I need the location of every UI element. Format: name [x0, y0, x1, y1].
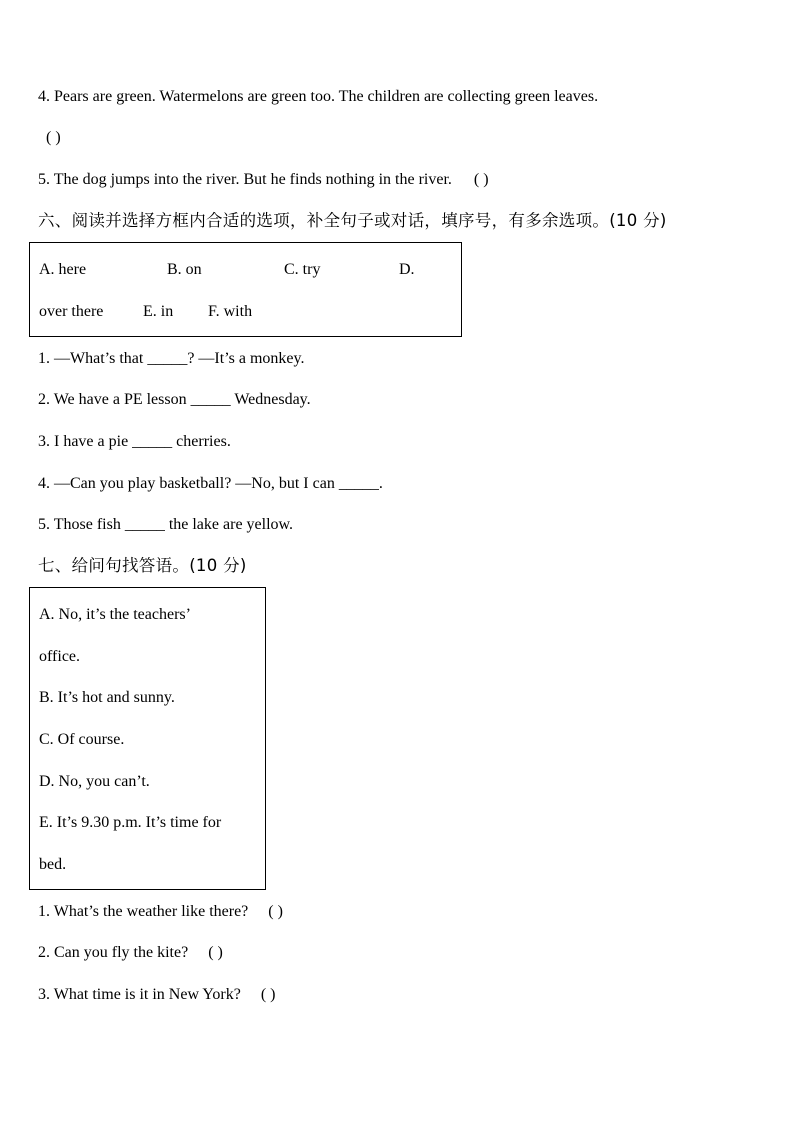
option-b: B. on — [167, 261, 202, 278]
answer-paren: ( ) — [260, 986, 276, 1003]
section-heading: 七、给问句找答语。(10 分) — [38, 556, 247, 575]
question-row — [38, 901, 283, 923]
answer-a-cont: office. — [39, 648, 81, 665]
option-f: F. with — [208, 303, 253, 320]
option-c: C. try — [284, 261, 321, 278]
question-row — [38, 169, 489, 191]
question-row — [38, 942, 223, 964]
option-d-text: over there — [39, 303, 104, 320]
question-text: 2. Can you fly the kite? — [38, 944, 189, 961]
question-text: 2. We have a PE lesson _____ Wednesday. — [38, 391, 311, 408]
question-text: 5. The dog jumps into the river. But he finds nothing in the river. — [38, 171, 452, 188]
question-text: 3. What time is it in New York? — [38, 986, 241, 1003]
answer-d: D. No, you can’t. — [39, 773, 150, 790]
answer-e: E. It’s 9.30 p.m. It’s time for — [39, 814, 222, 831]
answers-box — [29, 587, 266, 890]
question-text: 3. I have a pie _____ cherries. — [38, 433, 231, 450]
answer-b: B. It’s hot and sunny. — [39, 689, 175, 706]
answer-paren: ( ) — [46, 129, 61, 146]
question-text: 1. —What’s that _____? —It’s a monkey. — [38, 350, 305, 367]
question-text: 4. —Can you play basketball? —No, but I can _____. — [38, 475, 383, 492]
question-row — [38, 984, 275, 1006]
option-d-label: D. — [399, 261, 415, 278]
question-text: 1. What’s the weather like there? — [38, 903, 249, 920]
answer-paren: ( ) — [473, 171, 489, 188]
question-text: 5. Those fish _____ the lake are yellow. — [38, 516, 294, 533]
question-text: 4. Pears are green. Watermelons are green too. The children are collecting green leaves. — [38, 88, 599, 105]
answer-paren: ( ) — [268, 903, 283, 920]
section-heading: 六、阅读并选择方框内合适的选项，补全句子或对话，填序号，有多余选项。(10 分) — [38, 211, 667, 230]
answer-e-cont: bed. — [39, 856, 67, 873]
option-a: A. here — [39, 261, 87, 278]
option-e: E. in — [143, 303, 174, 320]
answer-a: A. No, it’s the teachers’ — [39, 606, 191, 623]
options-box — [29, 242, 462, 337]
answer-paren: ( ) — [208, 944, 223, 961]
answer-c: C. Of course. — [39, 731, 125, 748]
